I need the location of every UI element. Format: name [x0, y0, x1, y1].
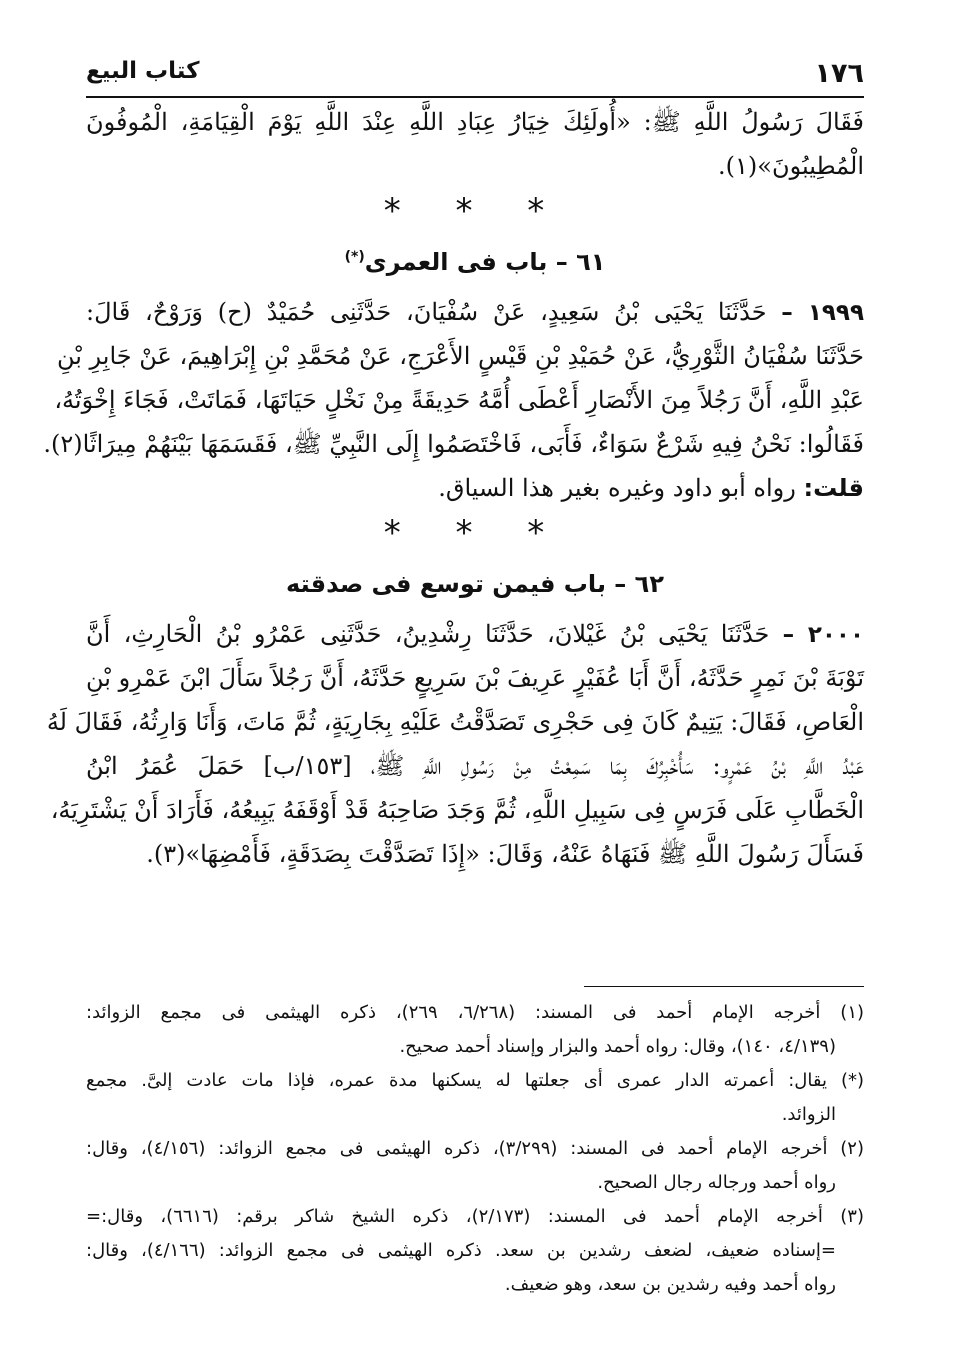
commentary-label: قلت:: [803, 474, 864, 502]
text-line: فَقَالَ رَسُولُ اللَّهِ ﷺ: «أُولَئِكَ خِيَارُ عِبَادِ اللَّهِ عِنْدَ اللَّهِ يَوْمَ الْقِيَامَةِ، الْمُوفُونَ: [86, 108, 864, 136]
footnote-line: (*) يقال: أعمرته الدار عمرى أى جعلتها له يسكنها مدة عمره، فإذا مات عادت إلىَّ. مجمع: [86, 1070, 864, 1091]
chapter-62-heading: ٦٢ – باب فيمن توسع فى صدقته: [286, 570, 664, 598]
footnote-line: رواه أحمد وفيه رشدين بن سعد، وهو ضعيف.: [504, 1274, 836, 1295]
page-header: [86, 50, 864, 98]
text-line: فَسَأَلَ رَسُولَ اللَّهِ ﷺ فَنَهَاهُ عَنْهُ، وَقَالَ: «إِذَا تَصَدَّقْتَ بِصَدَقَةٍ، فَأَمْضِهَا»(٣).: [146, 840, 864, 868]
footnote-line: (١) أخرجه الإمام أحمد فى المسند: (٦/٢٦٨، ٢٦٩)، ذكره الهيثمى فى مجمع الزوائد:: [86, 1002, 865, 1023]
text-line: الْمُطِيبُونَ»(١).: [718, 152, 864, 180]
footnote-line: (٤/١٣٩، ١٤٠)، وقال: رواه أحمد والبزار وإسناد أحمد صحيح.: [399, 1036, 836, 1057]
footnote-divider: [584, 986, 864, 987]
text-line: الْعَاصِ، فَقَالَ: يَتِيمٌ كَانَ فِى حَجْرِى تَصَدَّقْتُ عَلَيْهِ بِجَارِيَةٍ، ثُمَّ مَاتَ، وَأَنَا وَارِثُهُ، فَقَالَ لَهُ: [46, 708, 864, 736]
chapter-61-heading: [86, 234, 864, 290]
hadith-text: حَدَّثَنَا يَحْيَى بْنُ غَيْلانَ، حَدَّثَنَا رِشْدِينُ، حَدَّثَنِى عَمْرُو بْنُ الْحَارِثِ، أَنَّ: [86, 620, 770, 648]
text-line: تَوْبَةَ بْنَ نَمِرٍ حَدَّثَهُ، أَنَّ أَبَا عُفَيْرٍ عَرِيفَ بْنَ سَرِيعٍ حَدَّثَهُ، أَنَّ رَجُلاً سَأَلَ ابْنَ عَمْرِو بْنِ: [86, 664, 864, 692]
hadith-1999-line: [86, 290, 864, 334]
main-text: [43, 100, 864, 876]
footnote-line: رواه أحمد ورجاله رجال الصحيح.: [597, 1172, 836, 1193]
text-line: عَبْدُ اللَّهِ بْنُ عَمْرٍو: سَأُخْبِرُكَ بِمَا سَمِعْتُ مِنْ رَسُولِ اللَّهِ ﷺ، [١٥٣/ب] حَمَلَ عُمَرُ ابْنُ: [86, 752, 864, 780]
text-line: فَقَالُوا: نَحْنُ فِيهِ شَرْعٌ سَوَاءٌ، فَأَبَى، فَاخْتَصَمُوا إِلَى النَّبِيِّ ﷺ، فَقَسَمَهَا بَيْنَهُمْ مِيرَاثًا(٢).: [43, 430, 864, 458]
commentary-line: [86, 466, 864, 510]
hadith-number: ٢٠٠٠ –: [782, 622, 864, 648]
section-separator: * * *: [383, 513, 567, 553]
page-number: ١٧٦: [814, 58, 864, 89]
commentary-text: رواه أبو داود وغيره بغير هذا السياق.: [438, 474, 796, 502]
footnote-marker: (*): [344, 249, 365, 265]
text-line: حَدَّثَنَا سُفْيَانُ الثَّوْرِيُّ، عَنْ حُمَيْدِ بْنِ قَيْسٍ الأَعْرَجِ، عَنْ مُحَمَّدِ بْنِ إِبْرَاهِيمَ، عَنْ جَابِرِ بْنِ: [56, 342, 864, 370]
footnotes: [86, 996, 864, 1302]
footnote-line: (٢) أخرجه الإمام أحمد فى المسند: (٣/٢٩٩)، ذكره الهيثمى فى مجمع الزوائد: (٤/١٥٦)، وقال:: [86, 1138, 864, 1159]
footnote-line: الزوائد.: [781, 1104, 836, 1125]
hadith-text: حَدَّثَنَا يَحْيَى بْنُ سَعِيدٍ، عَنْ سُفْيَانَ، حَدَّثَنِى حُمَيْدٌ (ح) وَرَوْحٌ، قَالَ:: [86, 298, 767, 326]
chapter-title: ٦١ – باب فى العمرى: [364, 248, 606, 276]
footnote-line: =إسناده ضعيف، لضعف رشدين بن سعد. ذكره الهيثمى فى مجمع الزوائد: (٤/١٦٦)، وقال:: [86, 1240, 836, 1261]
book-title: كتاب البيع: [86, 58, 200, 84]
text-line: عَبْدِ اللَّهِ، أَنَّ رَجُلاً مِنَ الأَنْصَارِ أَعْطَى أُمَّهُ حَدِيقَةً مِنْ نَخْلٍ حَيَاتَهَا، فَمَاتَتْ، فَجَاءَ إِخْوَتُهُ،: [54, 386, 864, 414]
text-line: الْخَطَّابِ عَلَى فَرَسٍ فِى سَبِيلِ اللَّهِ، ثُمَّ وَجَدَ صَاحِبَهُ قَدْ أَوْقَفَهُ يَبِيعُهُ، فَأَرَادَ أَنْ يَشْتَرِيَهُ،: [50, 796, 864, 824]
hadith-number: ١٩٩٩ –: [781, 300, 864, 326]
footnote-line: (٣) أخرجه الإمام أحمد فى المسند: (٢/١٧٣)، ذكره الشيخ شاكر برقم: (٦٦١٦)، وقال:=: [86, 1206, 864, 1227]
section-separator: * * *: [383, 191, 567, 231]
hadith-2000-line: [86, 612, 864, 656]
